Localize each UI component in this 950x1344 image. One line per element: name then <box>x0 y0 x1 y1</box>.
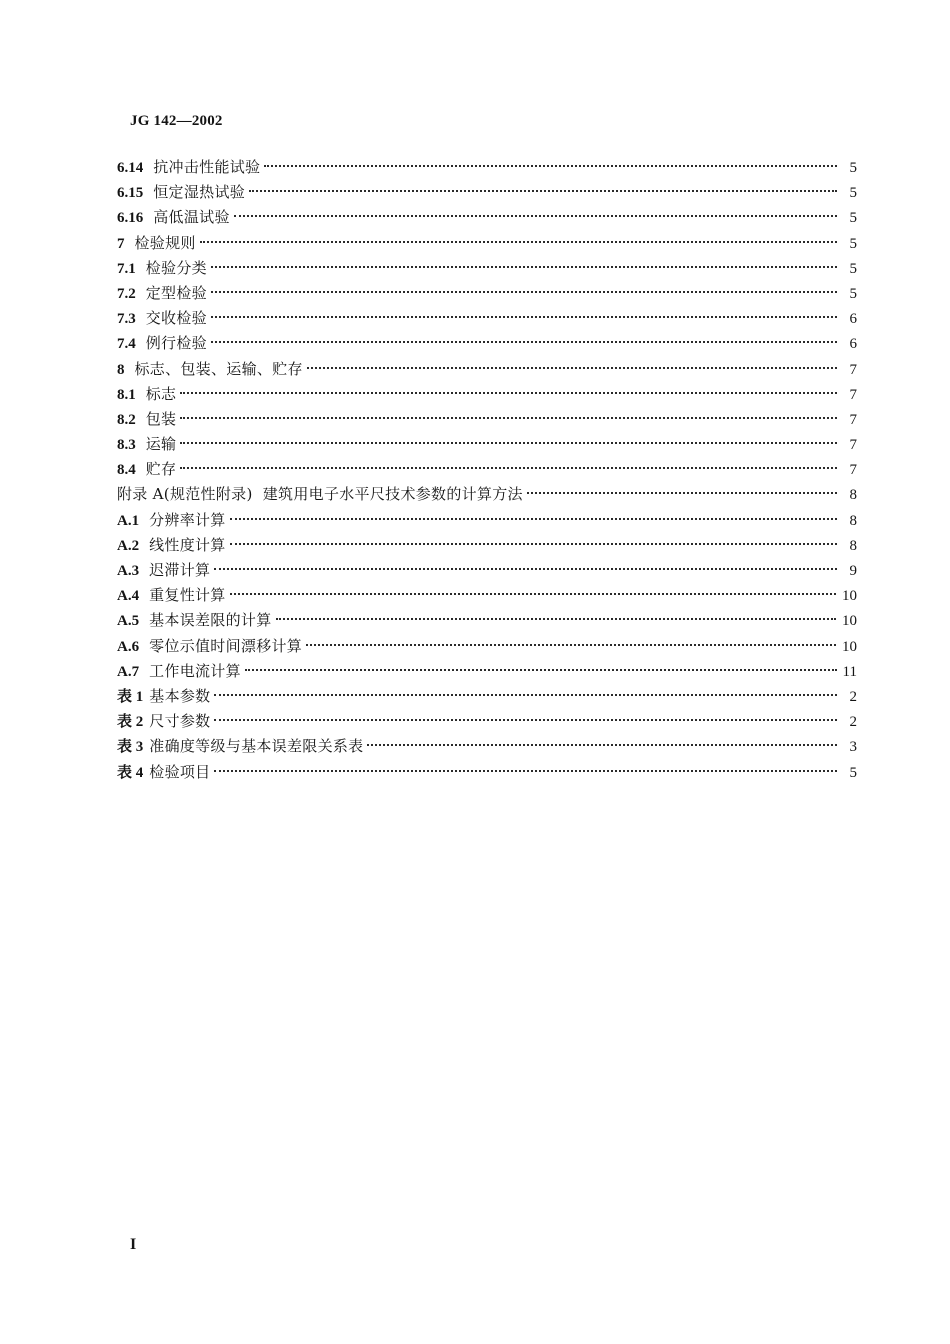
toc-leader <box>211 266 837 268</box>
toc-title: 分辨率计算 <box>149 510 226 529</box>
toc-row[interactable] <box>117 533 857 558</box>
toc-title: 贮存 <box>145 460 177 479</box>
toc-row-table[interactable] <box>117 734 857 759</box>
toc-leader <box>367 744 837 746</box>
toc-number: A.4 <box>117 588 140 605</box>
toc-number: 6.15 <box>117 185 144 202</box>
toc-row[interactable] <box>117 231 857 256</box>
toc-row[interactable] <box>117 558 857 583</box>
toc-row[interactable] <box>117 457 857 482</box>
toc-leader <box>214 568 837 570</box>
toc-page: 3 <box>849 739 857 756</box>
toc-title: 基本参数 <box>149 686 211 705</box>
toc-leader <box>214 719 837 721</box>
toc-title: 基本误差限的计算 <box>149 611 272 630</box>
toc-row[interactable] <box>117 634 857 659</box>
toc-title: 重复性计算 <box>149 586 226 605</box>
toc-number: 7.4 <box>117 336 136 353</box>
toc-row[interactable] <box>117 583 857 608</box>
toc-title: 尺寸参数 <box>149 712 211 731</box>
toc-leader <box>264 165 837 167</box>
toc-page: 10 <box>842 588 857 605</box>
toc-title: 检验分类 <box>145 258 207 277</box>
toc-number: 表 3 <box>117 739 144 756</box>
toc-title: 运输 <box>145 435 177 454</box>
toc-title: 标志、包装、运输、贮存 <box>134 359 303 378</box>
toc-number: 7 <box>117 235 125 252</box>
toc-page: 7 <box>849 437 857 454</box>
page-number: I <box>130 1236 137 1253</box>
toc-number: 8.1 <box>117 386 136 403</box>
toc-page: 10 <box>842 613 857 630</box>
toc-number: A.3 <box>117 563 140 579</box>
toc-title: 包装 <box>145 409 177 428</box>
toc-number: A.1 <box>117 512 140 529</box>
toc-leader <box>211 341 837 343</box>
toc-number: 表 2 <box>117 714 144 731</box>
toc-leader <box>307 367 837 369</box>
toc-page: 5 <box>849 260 857 277</box>
toc-number: 8.4 <box>117 462 136 479</box>
toc-row[interactable] <box>117 357 857 382</box>
toc-page: 5 <box>849 764 857 781</box>
toc-row[interactable] <box>117 180 857 205</box>
toc-title: 交收检验 <box>145 309 207 328</box>
toc-leader <box>527 492 837 494</box>
toc-row[interactable] <box>117 432 857 457</box>
toc-title: 检验规则 <box>134 233 196 252</box>
toc-row[interactable] <box>117 256 857 281</box>
toc-title: 定型检验 <box>145 283 207 302</box>
toc-row[interactable] <box>117 508 857 533</box>
toc-leader <box>306 644 836 646</box>
toc-row[interactable] <box>117 205 857 230</box>
toc-title: 标志 <box>145 384 177 403</box>
toc-row[interactable] <box>117 306 857 331</box>
toc-row-annex[interactable] <box>117 482 857 507</box>
table-of-contents <box>117 155 857 785</box>
toc-page: 10 <box>842 638 857 655</box>
toc-title: 附录 A(规范性附录) 建筑用电子水平尺技术参数的计算方法 <box>117 485 523 504</box>
toc-page: 5 <box>849 235 857 252</box>
toc-leader <box>230 543 837 545</box>
toc-title: 恒定湿热试验 <box>153 183 246 202</box>
toc-page: 7 <box>849 462 857 479</box>
toc-row[interactable] <box>117 331 857 356</box>
toc-row-table[interactable] <box>117 709 857 734</box>
toc-page: 7 <box>849 411 857 428</box>
toc-number: 表 4 <box>117 764 144 781</box>
toc-page: 9 <box>849 563 857 579</box>
toc-leader <box>211 291 837 293</box>
toc-page: 11 <box>842 663 857 680</box>
toc-page: 6 <box>849 336 857 353</box>
toc-title: 工作电流计算 <box>149 661 241 680</box>
toc-number: A.7 <box>117 663 140 680</box>
toc-number: 8.2 <box>117 411 136 428</box>
toc-number: 7.3 <box>117 311 136 328</box>
toc-row[interactable] <box>117 608 857 633</box>
toc-leader <box>276 618 837 620</box>
toc-leader <box>214 770 837 772</box>
toc-leader <box>245 669 837 671</box>
toc-title: 线性度计算 <box>149 535 226 554</box>
toc-title: 迟滞计算 <box>149 561 211 579</box>
toc-page: 8 <box>849 487 857 504</box>
toc-title: 抗冲击性能试验 <box>153 158 261 176</box>
toc-leader <box>234 215 837 217</box>
toc-number: 8.3 <box>117 437 136 454</box>
toc-page: 2 <box>849 688 857 705</box>
standard-code: JG 142—2002 <box>130 113 223 129</box>
toc-leader <box>249 190 837 192</box>
toc-leader <box>200 241 837 243</box>
toc-row[interactable] <box>117 659 857 684</box>
toc-page: 5 <box>849 285 857 302</box>
toc-leader <box>230 593 836 595</box>
toc-number: 表 1 <box>117 688 144 705</box>
toc-row[interactable] <box>117 155 857 180</box>
toc-number: 8 <box>117 361 125 378</box>
toc-page: 5 <box>849 185 857 202</box>
toc-leader <box>180 392 837 394</box>
toc-row[interactable] <box>117 407 857 432</box>
toc-number: 7.2 <box>117 285 136 302</box>
toc-leader <box>180 467 837 469</box>
toc-page: 8 <box>849 512 857 529</box>
toc-page: 8 <box>849 537 857 554</box>
toc-leader <box>211 316 837 318</box>
toc-title: 检验项目 <box>149 762 211 781</box>
toc-row-table[interactable] <box>117 760 857 785</box>
toc-title: 准确度等级与基本误差限关系表 <box>149 737 364 756</box>
toc-leader <box>230 518 837 520</box>
toc-title: 零位示值时间漂移计算 <box>149 636 303 655</box>
toc-number: 6.16 <box>117 210 144 227</box>
toc-number: A.5 <box>117 613 140 630</box>
toc-row[interactable] <box>117 281 857 306</box>
toc-page: 7 <box>849 386 857 403</box>
toc-page: 2 <box>849 714 857 731</box>
toc-leader <box>180 442 837 444</box>
toc-row-table[interactable] <box>117 684 857 709</box>
toc-number: A.6 <box>117 638 140 655</box>
toc-page: 6 <box>849 311 857 328</box>
toc-page: 7 <box>849 361 857 378</box>
toc-number: 6.14 <box>117 160 144 176</box>
toc-row[interactable] <box>117 382 857 407</box>
toc-title: 例行检验 <box>145 334 207 353</box>
toc-page: 5 <box>849 160 857 176</box>
toc-leader <box>214 694 837 696</box>
toc-leader <box>180 417 837 419</box>
toc-page: 5 <box>849 210 857 227</box>
toc-number: A.2 <box>117 537 140 554</box>
toc-title: 高低温试验 <box>153 208 230 227</box>
toc-number: 7.1 <box>117 260 136 277</box>
